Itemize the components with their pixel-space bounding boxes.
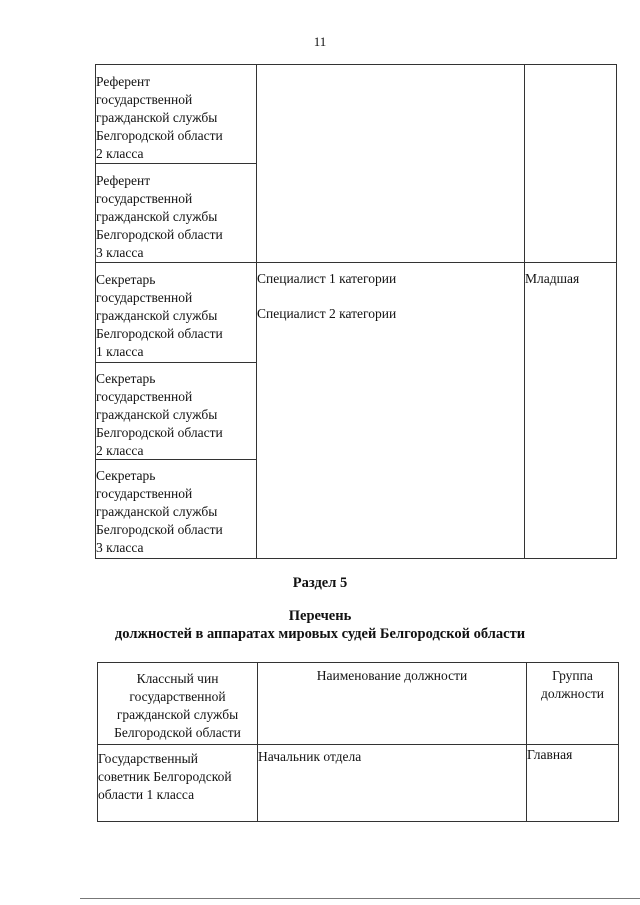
position-cell: Начальник отдела: [258, 749, 362, 764]
page-edge-line: [80, 898, 640, 899]
header-position: Наименование должности: [316, 668, 468, 683]
row-divider: [95, 362, 256, 363]
row-divider: [95, 262, 617, 263]
column-divider: [257, 662, 258, 822]
table-border: [616, 64, 617, 559]
section-subtitle: Перечень: [288, 608, 352, 624]
table-border: [618, 662, 619, 822]
header-rank: Классный чин государственной гражданской службы Белгородской области: [114, 671, 241, 740]
rank-cell: Референт государственной гражданской службы Белгородской области 2 класса: [96, 74, 223, 161]
table-border: [95, 64, 617, 65]
section-title: Раздел 5: [292, 575, 348, 591]
table-border: [97, 821, 619, 822]
header-group: Группа должности: [541, 668, 604, 701]
table-border: [97, 662, 619, 663]
row-divider: [95, 163, 256, 164]
column-divider: [524, 64, 525, 559]
rank-cell: Референт государственной гражданской службы Белгородской области 3 класса: [96, 173, 223, 260]
table-border: [95, 558, 617, 559]
rank-cell: Государственный советник Белгородской области 1 класса: [98, 751, 232, 802]
group-cell: Младшая: [525, 271, 580, 286]
rank-cell: Секретарь государственной гражданской службы Белгородской области 1 класса: [96, 272, 223, 359]
rank-cell: Секретарь государственной гражданской службы Белгородской области 2 класса: [96, 371, 223, 458]
rank-cell: Секретарь государственной гражданской службы Белгородской области 3 класса: [96, 468, 223, 555]
section-subtitle: должностей в аппаратах мировых судей Белгородской области: [114, 626, 526, 642]
position-cell: Специалист 2 категории: [257, 306, 397, 321]
row-divider: [97, 744, 619, 745]
page-number: 11: [313, 34, 327, 49]
position-cell: Специалист 1 категории: [257, 271, 397, 286]
group-cell: Главная: [527, 747, 573, 762]
